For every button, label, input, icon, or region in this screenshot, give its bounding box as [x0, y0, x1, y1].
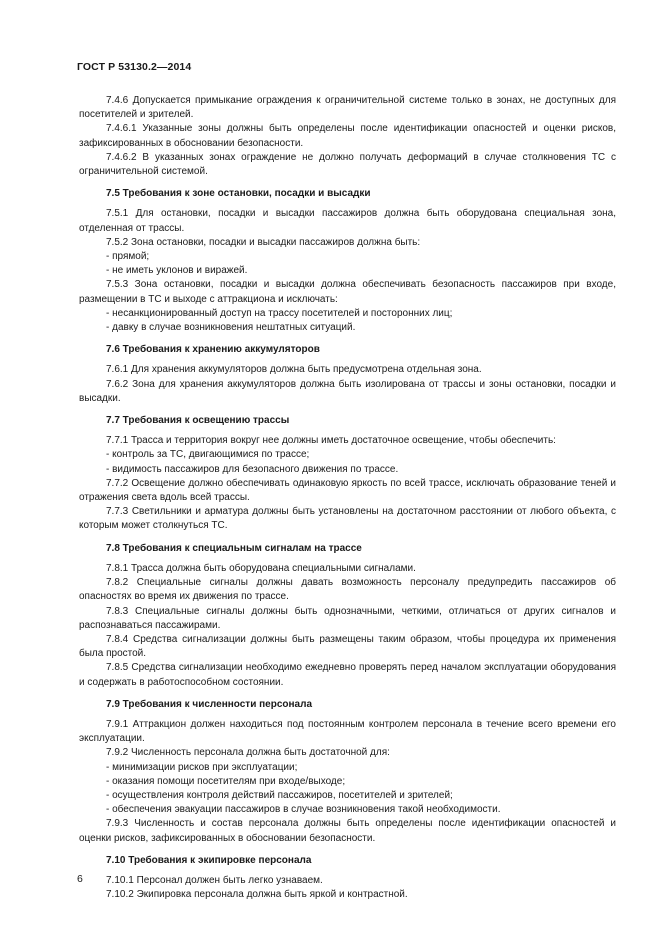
document-header: ГОСТ Р 53130.2—2014	[77, 61, 192, 73]
list-item: - контроль за ТС, двигающимися по трассе;	[106, 449, 310, 461]
section-heading: 7.6 Требования к хранению аккумуляторов	[106, 344, 320, 356]
paragraph: 7.5.3 Зона остановки, посадки и высадки должна обеспечивать безопасность пассажиров при входе, размещении в ТС и выходе с аттракциона и исключать:	[79, 279, 616, 305]
list-item: - несанкционированный доступ на трассу посетителей и посторонних лиц;	[106, 307, 453, 319]
paragraph: 7.6.2 Зона для хранения аккумуляторов должна быть изолирована от трассы и зоны остановки, посадки и высадки.	[79, 378, 616, 404]
list-item: - не иметь уклонов и виражей.	[106, 265, 248, 277]
paragraph: 7.9.2 Численность персонала должна быть достаточной для:	[106, 747, 390, 759]
list-item: - обеспечения эвакуации пассажиров в случае возникновения такой необходимости.	[106, 804, 501, 816]
paragraph: 7.4.6.1 Указанные зоны должны быть определены после идентификации опасностей и оценки рисков, зафиксированных в обосновании безопасности.	[79, 123, 616, 149]
section-heading: 7.10 Требования к экипировке персонала	[106, 854, 312, 866]
paragraph: 7.9.1 Аттракцион должен находиться под постоянным контролем персонала в течение всего времени его эксплуатации.	[79, 718, 616, 745]
paragraph: 7.7.2 Освещение должно обеспечивать одинаковую яркость по всей трассе, исключать образование теней и отражения света вдоль всей трассы.	[79, 477, 616, 504]
list-item: - давку в случае возникновения нештатных ситуаций.	[106, 322, 356, 334]
list-item: - минимизации рисков при эксплуатации;	[106, 761, 298, 773]
section-heading: 7.9 Требования к численности персонала	[106, 698, 313, 710]
paragraph: 7.4.6 Допускается примыкание ограждения к ограничительной системе только в зонах, не доступных для посетителей и зрителей.	[79, 95, 616, 121]
section-heading: 7.7 Требования к освещению трассы	[106, 415, 290, 427]
paragraph: 7.8.1 Трасса должна быть оборудована специальными сигналами.	[106, 562, 416, 574]
paragraph: 7.8.2 Специальные сигналы должны давать возможность персоналу предупредить пассажиров об опасностях во время их движения по трассе.	[79, 577, 616, 603]
paragraph: 7.8.3 Специальные сигналы должны быть однозначными, четкими, отличаться от других сигналов и распознаваться пассажирами.	[79, 605, 616, 631]
list-item: - осуществления контроля действий пассажиров, посетителей и зрителей;	[106, 789, 453, 801]
section-heading: 7.8 Требования к специальным сигналам на трассе	[106, 542, 362, 554]
list-item: - видимость пассажиров для безопасного движения по трассе.	[106, 463, 399, 475]
paragraph: 7.7.1 Трасса и территория вокруг нее должны иметь достаточное освещение, чтобы обеспечить:	[106, 435, 556, 447]
paragraph: 7.8.5 Средства сигнализации необходимо ежедневно проверять перед началом эксплуатации оборудования и содержать в работоспособном состоянии.	[79, 662, 616, 688]
paragraph: 7.8.4 Средства сигнализации должны быть размещены таким образом, чтобы процедура их применения была простой.	[79, 633, 616, 660]
paragraph: 7.10.1 Персонал должен быть легко узнаваем.	[106, 874, 323, 886]
document-body	[79, 94, 616, 902]
page-number: 6	[77, 873, 83, 885]
paragraph: 7.4.6.2 В указанных зонах ограждение не должно получать деформаций в случае столкновения ТС с ограничительной системой.	[79, 151, 616, 178]
paragraph: 7.9.3 Численность и состав персонала должны быть определены после идентификации опасностей и оценки рисков, зафиксированных в обосновании безопасности.	[79, 818, 616, 844]
section-heading: 7.5 Требования к зоне остановки, посадки и высадки	[106, 188, 371, 200]
paragraph: 7.5.1 Для остановки, посадки и высадки пассажиров должна быть оборудована специальная зона, отделенная от трассы.	[79, 208, 616, 234]
paragraph: 7.6.1 Для хранения аккумуляторов должна быть предусмотрена отдельная зона.	[106, 364, 482, 376]
list-item: - оказания помощи посетителям при входе/выходе;	[106, 775, 346, 787]
paragraph: 7.5.2 Зона остановки, посадки и высадки пассажиров должна быть:	[106, 236, 421, 248]
paragraph: 7.7.3 Светильники и арматура должны быть установлены на достаточном расстоянии от любого объекта, с которым может столкнуться ТС.	[79, 506, 616, 532]
list-item: - прямой;	[106, 251, 150, 263]
paragraph: 7.10.2 Экипировка персонала должна быть яркой и контрастной.	[106, 889, 408, 901]
